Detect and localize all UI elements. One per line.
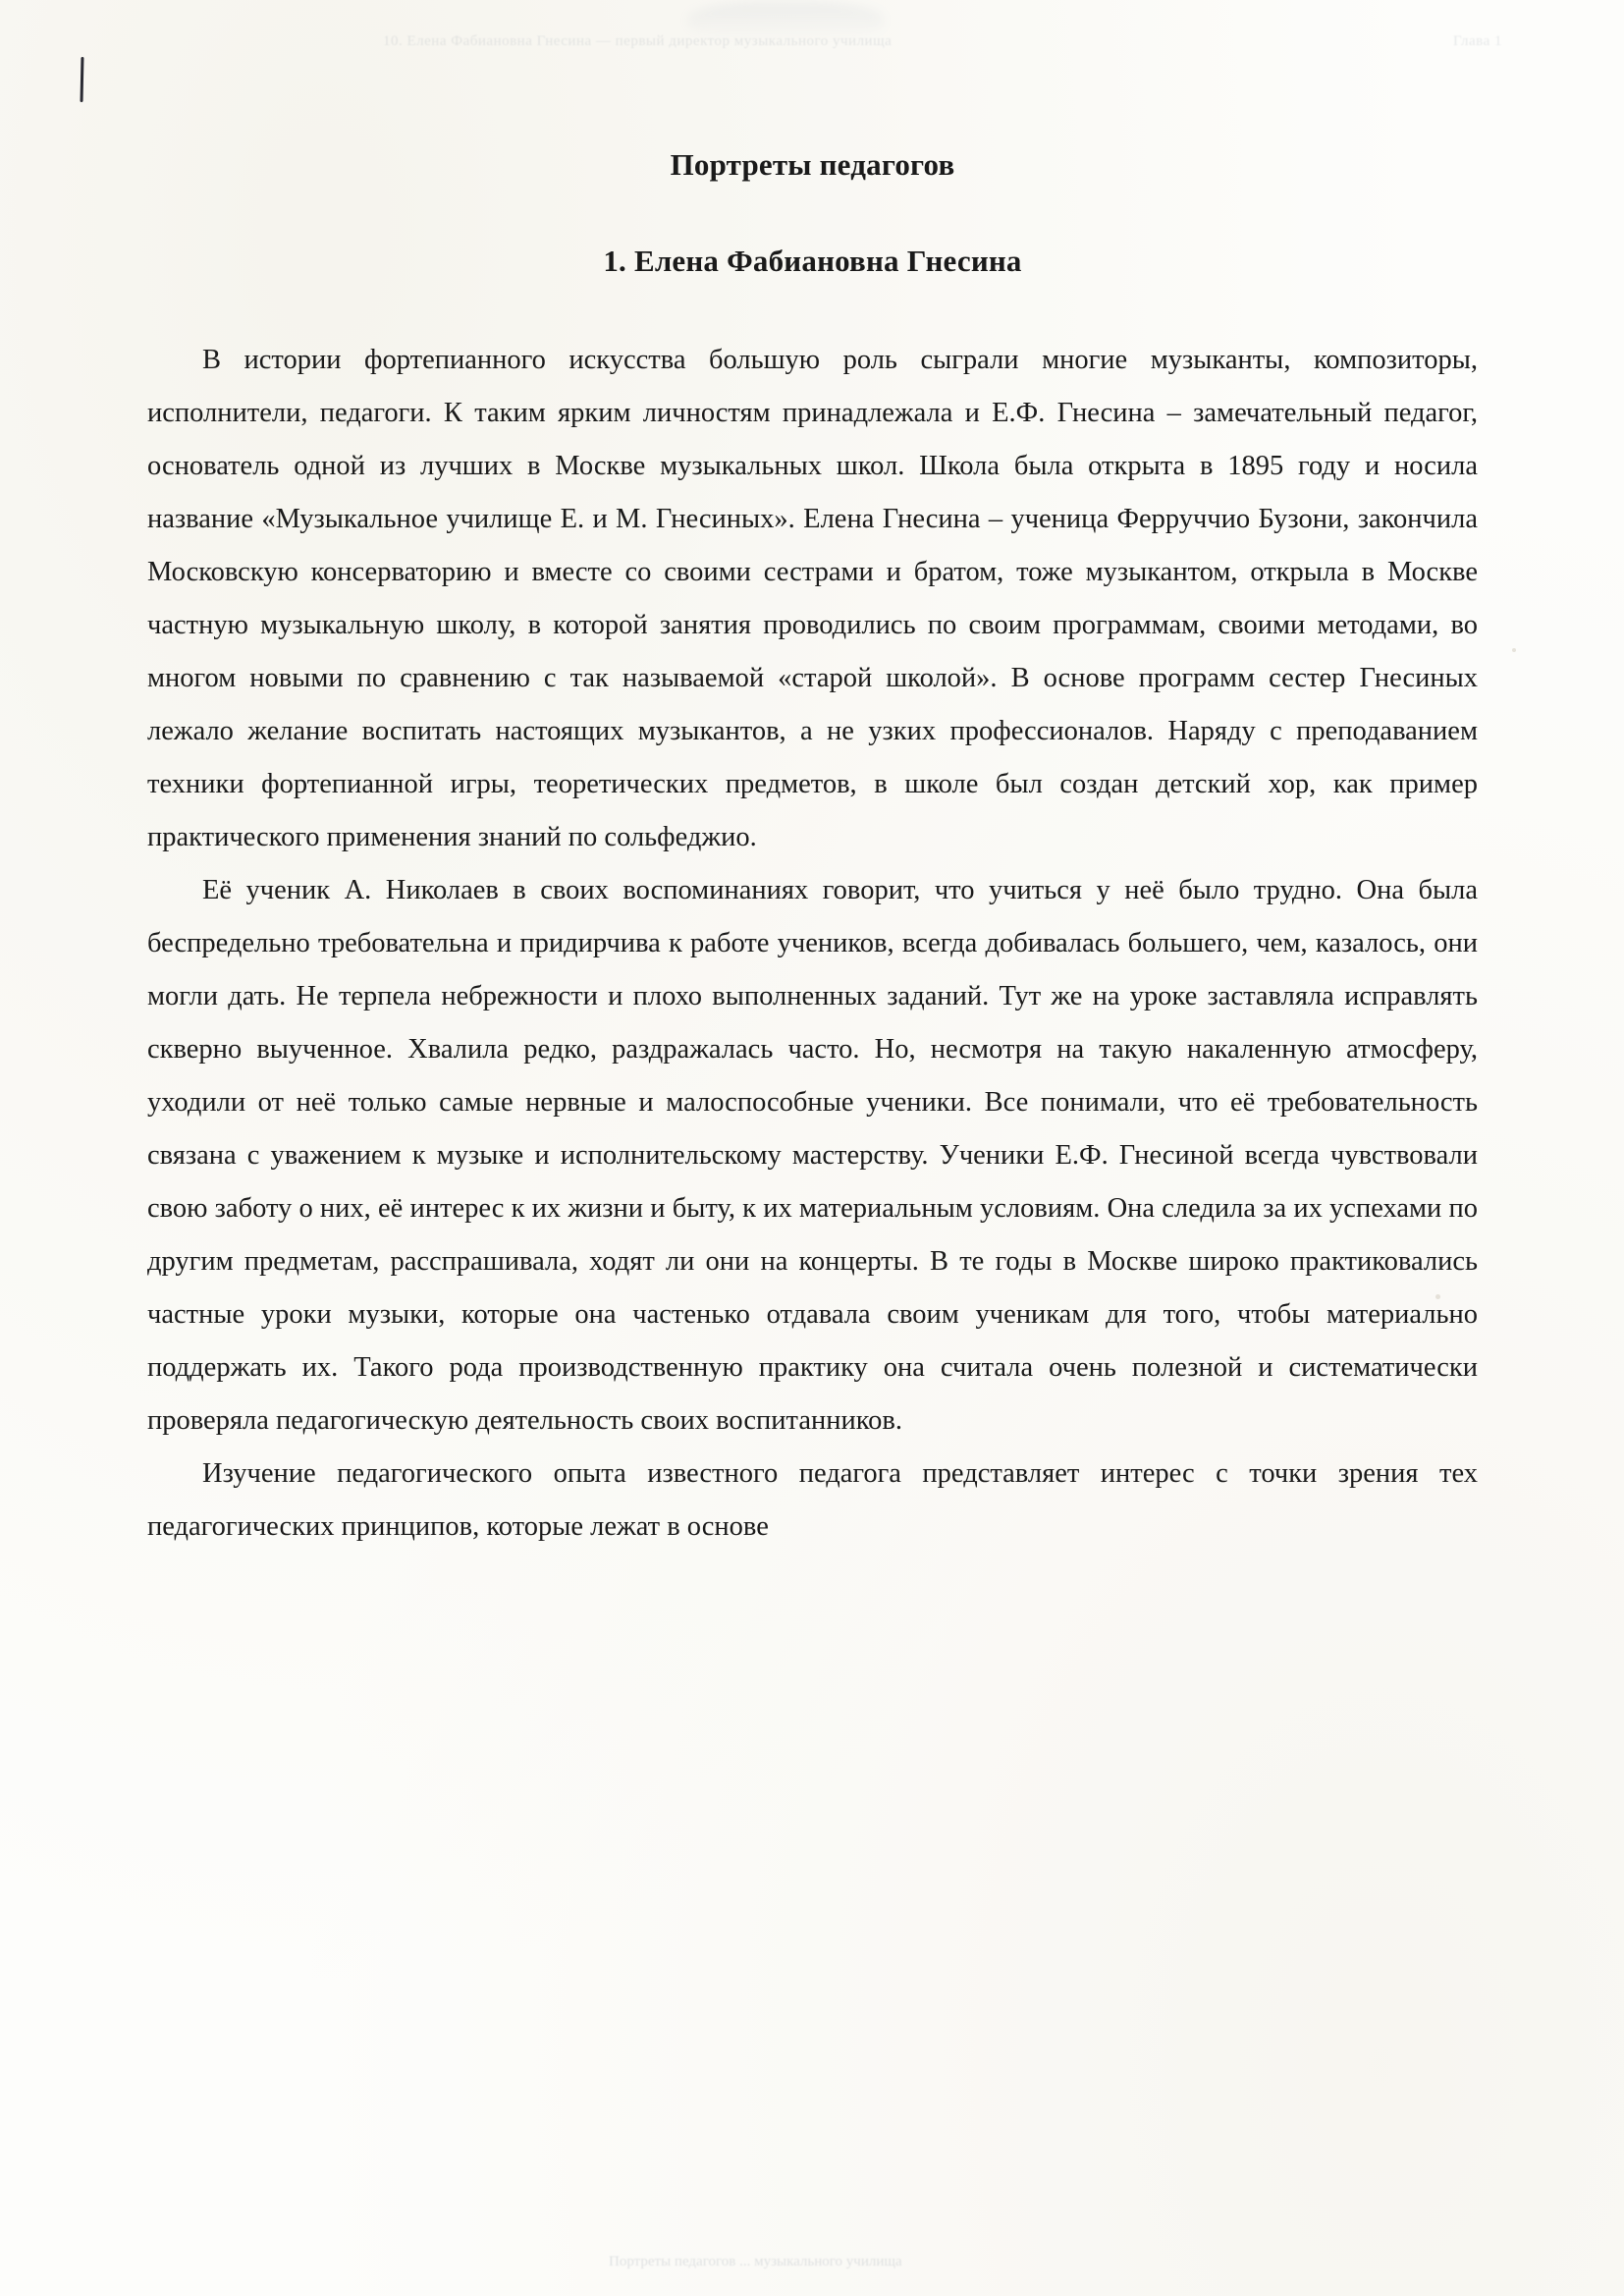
paragraph-2: Её ученик А. Николаев в своих воспоминаниях говорит, что учиться у неё было трудно. Она была беспредельно требовательна и придирчива к работе учеников, всегда добивалась большего, чем, казалось, они могли дать. Не терпела небрежности и плохо выполненных заданий. Тут же на уроке заставляла исправлять скверно выученное. Хвалила редко, раздражалась часто. Но, несмотря на такую накаленную атмосферу, уходили от неё только самые нервные и малоспособные ученики. Все понимали, что её требовательность связана с уважением к музыке и исполнительскому мастерству. Ученики Е.Ф. Гнесиной всегда чувствовали свою заботу о них, её интерес к их жизни и быту, к их материальным условиям. Она следила за их успехами по другим предметам, расспрашивала, ходят ли они на концерты. В те годы в Москве широко практиковались частные уроки музыки, которые она частенько отдавала своим ученикам для того, чтобы материально поддержать их. Такого рода производственную практику она считала очень полезной и систематически проверяла педагогическую деятельность своих воспитанников. <box>147 875 1478 1436</box>
paragraph-3: Изучение педагогического опыта известного педагога представляет интерес с точки зрения тех педагогических принципов, которые лежат в основе <box>147 1458 1478 1542</box>
section-heading: 1. Елена Фабиановна Гнесина <box>603 244 1022 278</box>
ghost-text-top-right: Глава 1 <box>1453 33 1502 49</box>
bleed-through-artifact <box>0 0 1624 118</box>
ghost-text-bottom: Портреты педагогов ... музыкального училища <box>609 2254 902 2269</box>
ghost-text-top-left: 10. Елена Фабиановна Гнесина — первый директор музыкального училища <box>383 33 893 49</box>
pen-stroke-mark <box>81 57 84 102</box>
page-title: Портреты педагогов <box>670 147 955 182</box>
paragraph-1: В истории фортепианного искусства большую роль сыграли многие музыканты, композиторы, исполнители, педагоги. К таким ярким личностям принадлежала и Е.Ф. Гнесина – замечательный педагог, основатель одной из лучших в Москве музыкальных школ. Школа была открыта в 1895 году и носила название «Музыкальное училище Е. и М. Гнесиных». Елена Гнесина – ученица Ферруччио Бузони, закончила Московскую консерваторию и вместе со своими сестрами и братом, тоже музыкантом, открыла в Москве частную музыкальную школу, в которой занятия проводились по своим программам, своими методами, во многом новыми по сравнению с так называемой «старой школой». В основе программ сестер Гнесиных лежало желание воспитать настоящих музыкантов, а не узких профессионалов. Наряду с преподаванием техники фортепианной игры, теоретических предметов, в школе был создан детский хор, как пример практического применения знаний по сольфеджио. <box>147 345 1478 852</box>
paper-speck <box>1512 648 1516 652</box>
ink-smudge <box>687 2 884 41</box>
document-body <box>147 147 1478 1554</box>
